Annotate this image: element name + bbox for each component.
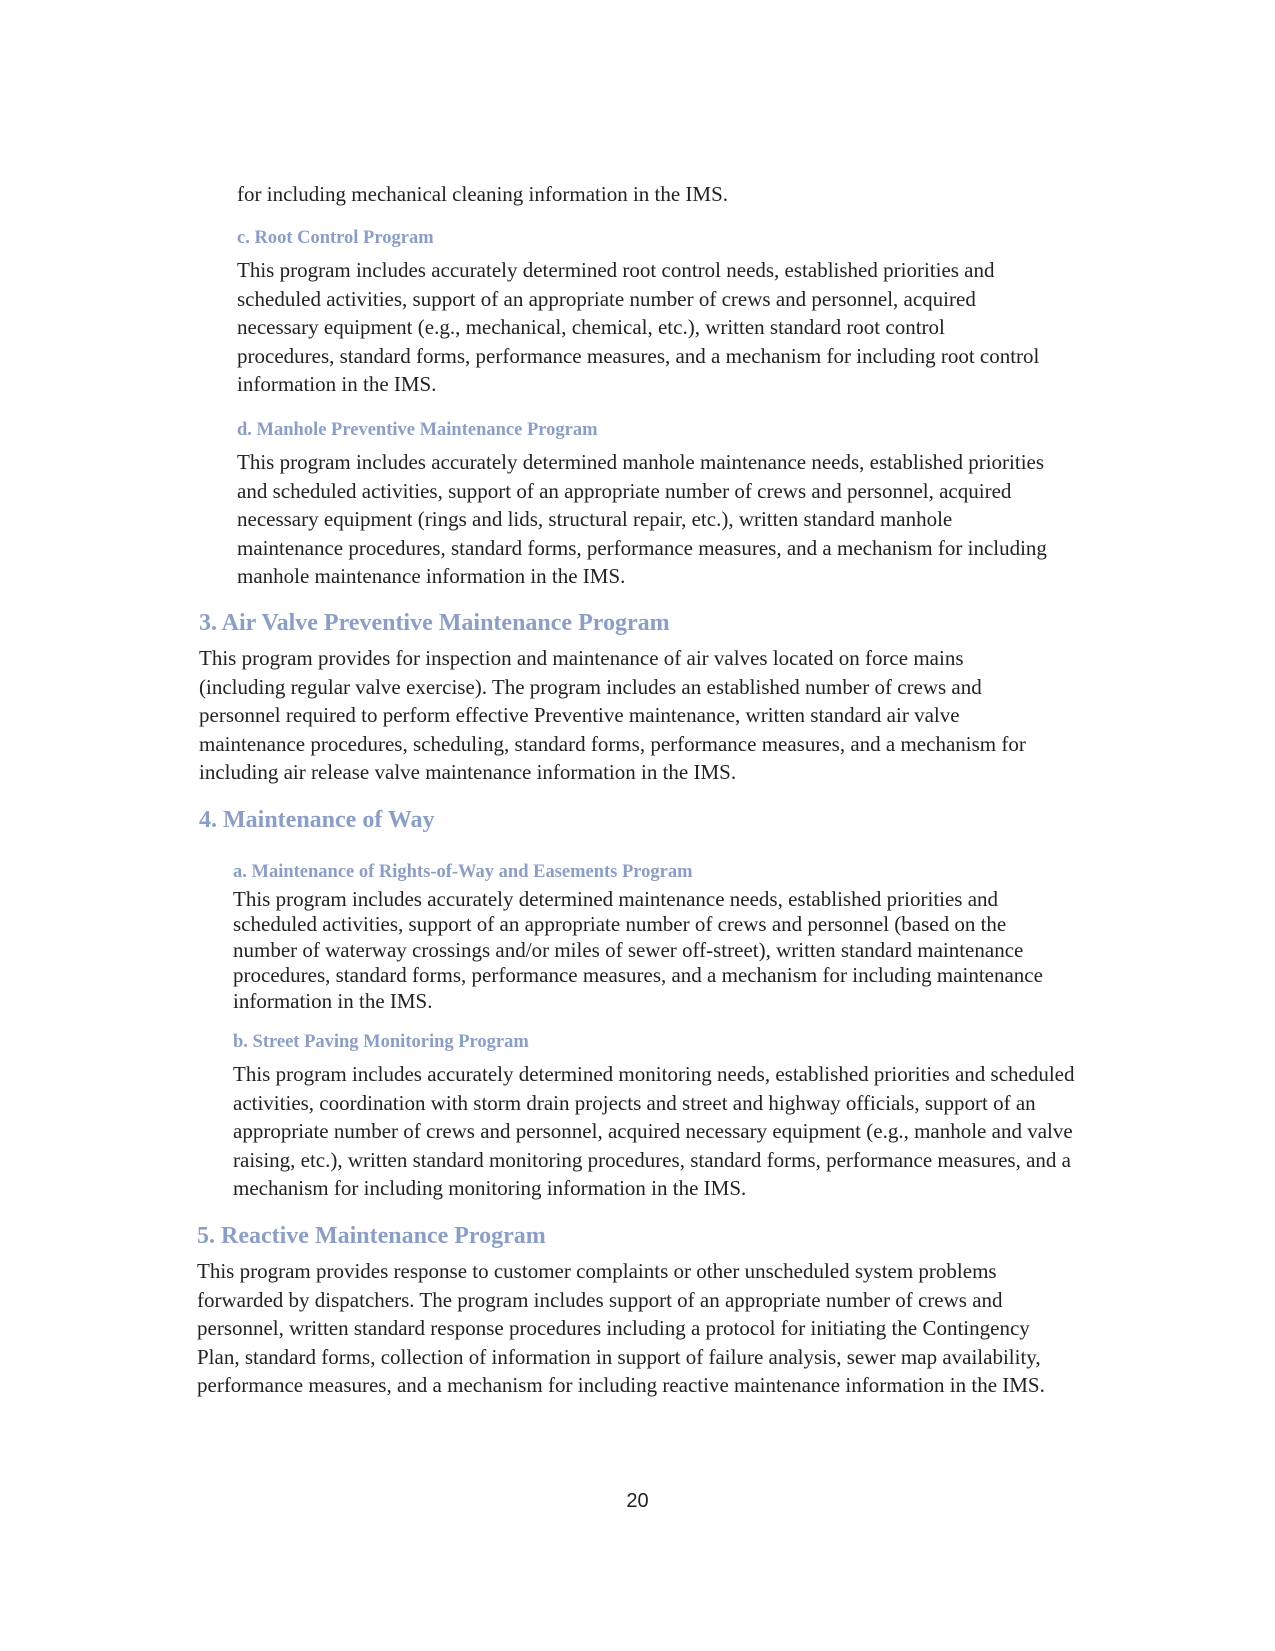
reactive-heading: 5. Reactive Maintenance Program bbox=[197, 1223, 546, 1249]
continuation-text: for including mechanical cleaning information in the IMS. bbox=[237, 182, 729, 206]
street-paving-body: This program includes accurately determined monitoring needs, established priorities and scheduled activities, coordination with storm drain projects and street and highway officials, support of an appropriate number of crews and personnel, acquired necessary equipment (e.g., manhole and valve raising, etc.), written standard monitoring procedures, standard forms, performance measures, and a mechanism for including monitoring information in the IMS. bbox=[233, 1062, 1075, 1201]
manhole-heading: d. Manhole Preventive Maintenance Program bbox=[237, 420, 598, 440]
page-number: 20 bbox=[626, 1490, 649, 1512]
maintenance-of-way-heading: 4. Maintenance of Way bbox=[199, 807, 435, 833]
root-control-heading: c. Root Control Program bbox=[237, 228, 434, 248]
air-valve-body: This program provides for inspection and maintenance of air valves located on force mains (including regular valve exercise). The program includes an established number of crews and personnel required to perform effective Preventive maintenance, written standard air valve maintenance procedures, scheduling, standard forms, performance measures, and a mechanism for including air release valve maintenance information in the IMS. bbox=[199, 646, 1026, 785]
rights-of-way-heading: a. Maintenance of Rights-of-Way and Easements Program bbox=[233, 862, 693, 882]
root-control-body: This program includes accurately determined root control needs, established priorities and scheduled activities, support of an appropriate number of crews and personnel, acquired necessary equipment (e.g., mechanical, chemical, etc.), written standard root control procedures, standard forms, performance measures, and a mechanism for including root control information in the IMS. bbox=[237, 258, 1040, 397]
manhole-body: This program includes accurately determined manhole maintenance needs, established priorities and scheduled activities, support of an appropriate number of crews and personnel, acquired necessary equipment (rings and lids, structural repair, etc.), written standard manhole maintenance procedures, standard forms, performance measures, and a mechanism for including manhole maintenance information in the IMS. bbox=[237, 450, 1047, 589]
street-paving-heading: b. Street Paving Monitoring Program bbox=[233, 1032, 529, 1052]
reactive-body: This program provides response to customer complaints or other unscheduled system problems forwarded by dispatchers. The program includes support of an appropriate number of crews and personnel, written standard response procedures including a protocol for initiating the Contingency Plan, standard forms, collection of information in support of failure analysis, sewer map availability, performance measures, and a mechanism for including reactive maintenance information in the IMS. bbox=[197, 1259, 1045, 1398]
rights-of-way-body: This program includes accurately determined maintenance needs, established priorities and scheduled activities, support of an appropriate number of crews and personnel (based on the number of waterway crossings and/or miles of sewer off-street), written standard maintenance procedures, standard forms, performance measures, and a mechanism for including maintenance information in the IMS. bbox=[233, 887, 1043, 1013]
air-valve-heading: 3. Air Valve Preventive Maintenance Program bbox=[199, 610, 670, 636]
